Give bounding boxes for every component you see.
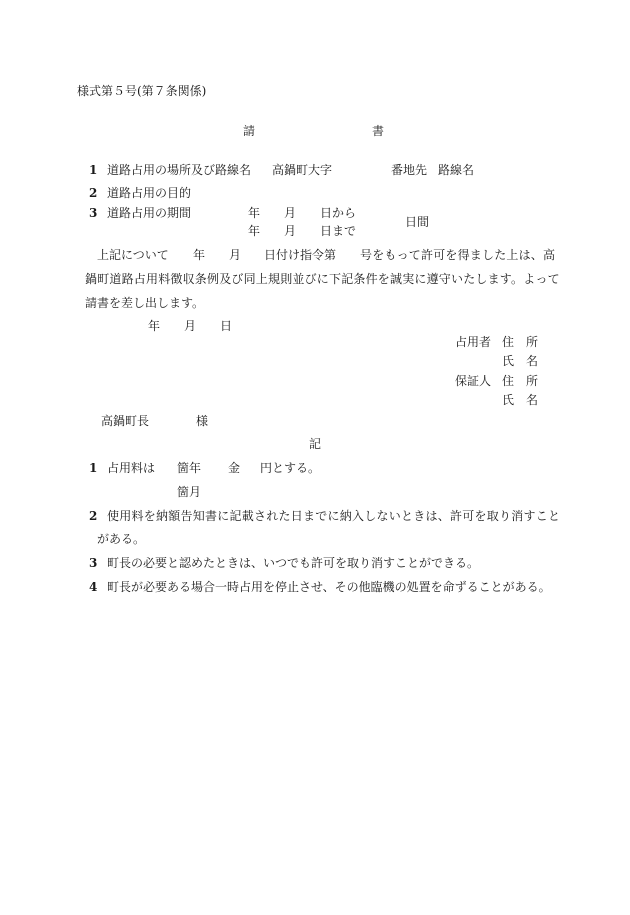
guarantor-role: 保証人 — [455, 374, 492, 388]
from-day: 日から — [320, 206, 357, 220]
form-label: 様式第５号(第７条関係) — [77, 84, 207, 98]
notes-heading: 記 — [309, 437, 322, 451]
addressee-name: 高鍋町長 — [101, 414, 150, 428]
addressee-honorific: 様 — [196, 414, 209, 428]
date-year: 年 — [148, 319, 161, 333]
to-year: 年 — [248, 224, 261, 238]
to-month: 月 — [284, 224, 297, 238]
body-month: 月 — [229, 248, 242, 262]
condition-number: 2 — [89, 509, 98, 523]
to-day: 日まで — [320, 224, 357, 238]
guarantor-name-label: 氏 名 — [502, 393, 539, 407]
item-number: 1 — [89, 163, 98, 177]
occupant-address-label: 住 所 — [502, 335, 539, 349]
body-text: 号をもって許可を得ました上は、高 — [360, 248, 556, 262]
condition-text: 町長の必要と認めたときは、いつでも許可を取り消すことができる。 — [107, 556, 480, 570]
item-number: 3 — [89, 206, 98, 220]
condition-text: 占用料は — [107, 461, 156, 475]
condition-text: 金 — [228, 461, 241, 475]
body-year: 年 — [193, 248, 206, 262]
date-month: 月 — [184, 319, 197, 333]
condition-text: 円とする。 — [260, 461, 321, 475]
guarantor-address-label: 住 所 — [502, 374, 539, 388]
title-right: 書 — [372, 124, 385, 138]
occupant-name-label: 氏 名 — [502, 354, 539, 368]
body-text: 鍋町道路占用料徴収条例及び同上規則並びに下記条件を誠実に遵守いたします。よって — [85, 272, 560, 286]
condition-text: 町長が必要ある場合一時占用を停止させ、その他臨機の処置を命ずることがある。 — [107, 580, 551, 594]
title-left: 請 — [243, 124, 256, 138]
body-text: 日付け指令第 — [264, 248, 337, 262]
item-label: 道路占用の目的 — [107, 186, 192, 200]
condition-text: 使用料を納額告知書に記載された日までに納入しないときは、許可を取り消すこと — [107, 509, 561, 523]
condition-text: 箇月 — [177, 485, 202, 499]
condition-number: 3 — [89, 556, 98, 570]
condition-text: がある。 — [97, 532, 146, 546]
item-label: 道路占用の場所及び路線名 — [107, 163, 252, 177]
from-month: 月 — [284, 206, 297, 220]
body-text: 請書を差し出します。 — [85, 296, 205, 310]
lot-suffix: 番地先 — [391, 163, 428, 177]
condition-number: 4 — [89, 580, 98, 594]
body-text: 上記について — [97, 248, 169, 262]
days-count: 日間 — [405, 215, 430, 229]
from-year: 年 — [248, 206, 261, 220]
item-number: 2 — [89, 186, 98, 200]
item-label: 道路占用の期間 — [107, 206, 192, 220]
date-day: 日 — [220, 319, 233, 333]
condition-number: 1 — [89, 461, 98, 475]
occupant-role: 占用者 — [455, 335, 492, 349]
route-name-label: 路線名 — [438, 163, 475, 177]
place-value: 高鍋町大字 — [272, 163, 333, 177]
condition-text: 箇年 — [177, 461, 202, 475]
